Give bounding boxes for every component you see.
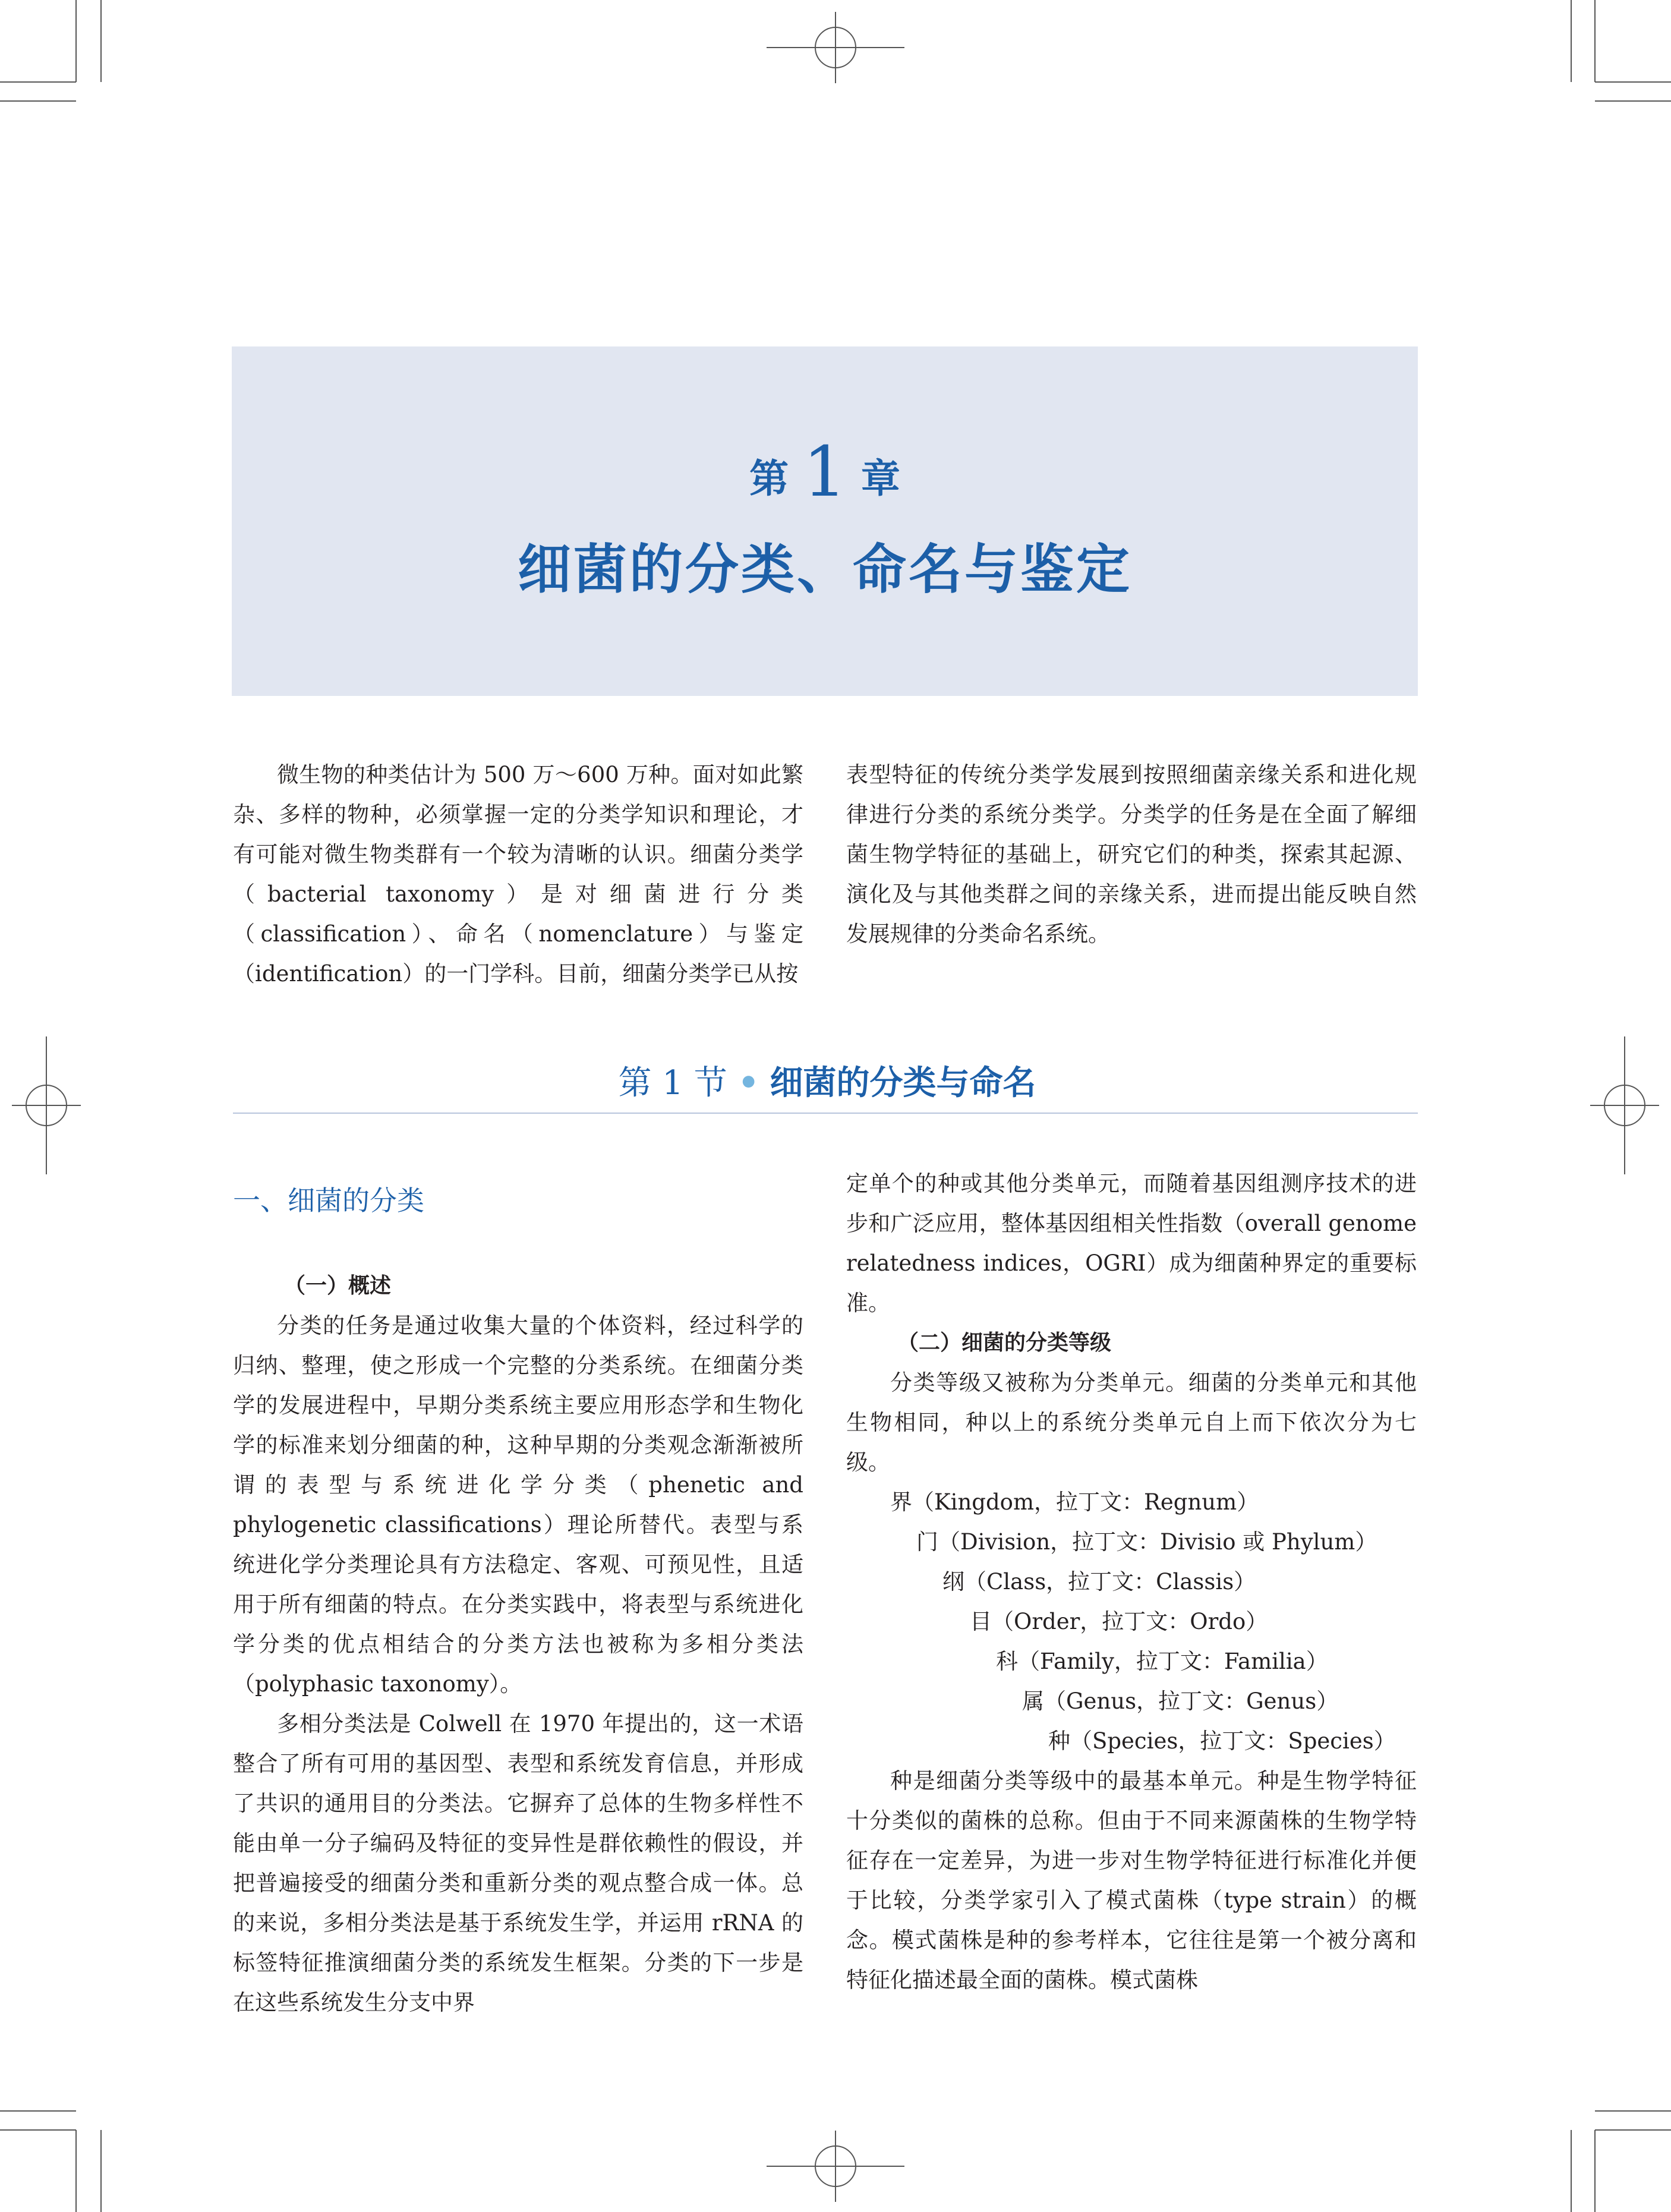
intro-paragraph: 微生物的种类估计为 500 万～600 万种。面对如此繁杂、多样的物种，必须掌握一定的分类学知识和理论，才有可能对微生物类群有一个较为清晰的认识。细菌分类学（bacterial taxonomy）是对细菌进行分类（classification）、命名（nomenclature）与鉴定（identification）的一门学科。目前，细菌分类学已从按 — [233, 762, 803, 987]
intro-paragraph-continued: 表型特征的传统分类学发展到按照细菌亲缘关系和进化规律进行分类的系统分类学。分类学的任务是在全面了解细菌生物学特征的基础上，研究它们的种类，探索其起源、演化及与其他类群之间的亲缘关系，进而提出能反映自然发展规律的分类命名系统。 — [846, 762, 1417, 947]
section-separator: • — [737, 1063, 759, 1102]
intro-left-column — [233, 755, 803, 994]
intro-right-column — [846, 755, 1417, 954]
section-title: 细菌的分类与命名 — [770, 1064, 1036, 1102]
chapter-prefix: 第 — [749, 455, 789, 502]
subheading-overview: （一）概述 — [284, 1274, 392, 1298]
chapter-suffix: 章 — [860, 455, 900, 502]
rank-order: 目（Order，拉丁文：Ordo） — [970, 1609, 1268, 1634]
section-heading — [233, 1059, 1421, 1107]
rank-family: 科（Family，拉丁文：Familia） — [996, 1649, 1328, 1674]
rank-division: 门（Division，拉丁文：Divisio 或 Phylum） — [916, 1529, 1377, 1555]
rank-genus: 属（Genus，拉丁文：Genus） — [1022, 1688, 1339, 1714]
body-right-column — [846, 1164, 1417, 2000]
chapter-digit: 1 — [803, 432, 847, 512]
chapter-title: 细菌的分类、命名与鉴定 — [518, 538, 1132, 601]
chapter-header — [232, 346, 1418, 696]
body-left-column — [233, 1266, 803, 2022]
section-divider — [233, 1113, 1418, 1114]
subheading-ranks: （二）细菌的分类等级 — [897, 1331, 1112, 1355]
paragraph: 定单个的种或其他分类单元，而随着基因组测序技术的进步和广泛应用，整体基因组相关性指数（overall genome relatedness indices，OGRI）成为细菌种界定的重要标准。 — [846, 1171, 1417, 1316]
paragraph: 分类的任务是通过收集大量的个体资料，经过科学的归纳、整理，使之形成一个完整的分类系统。在细菌分类学的发展进程中，早期分类系统主要应用形态学和生物化学的标准来划分细菌的种，这种早期的分类观念渐渐被所谓的表型与系统进化学分类（phenetic and phylogenetic classifications）理论所替代。表型与系统进化学分类理论具有方法稳定、客观、可预见性，且适用于所有细菌的特点。在分类实践中，将表型与系统进化学分类的优点相结合的分类方法也被称为多相分类法（polyphasic taxonomy）。 — [233, 1313, 803, 1697]
section-label: 第 1 节 — [618, 1064, 727, 1102]
paragraph: 种是细菌分类等级中的最基本单元。种是生物学特征十分类似的菌株的总称。但由于不同来源菌株的生物学特征存在一定差异，为进一步对生物学特征进行标准化并便于比较，分类学家引入了模式菌株（type strain）的概念。模式菌株是种的参考样本，它往往是第一个被分离和特征化描述最全面的菌株。模式菌株 — [846, 1768, 1417, 1993]
rank-species: 种（Species，拉丁文：Species） — [1048, 1728, 1396, 1754]
heading-classification: 一、细菌的分类 — [233, 1184, 424, 1217]
paragraph: 多相分类法是 Colwell 在 1970 年提出的，这一术语整合了所有可用的基因型、表型和系统发育信息，并形成了共识的通用目的分类法。它摒弃了总体的生物多样性不能由单一分子编码及特征的变异性是群依赖性的假设，并把普遍接受的细菌分类和重新分类的观点整合成一体。总的来说，多相分类法是基于系统发生学，并运用 rRNA 的标签特征推演细菌分类的系统发生框架。分类的下一步是在这些系统发生分支中界 — [233, 1711, 803, 2015]
chapter-number — [232, 432, 1418, 512]
rank-class: 纲（Class，拉丁文：Classis） — [942, 1569, 1256, 1595]
rank-kingdom: 界（Kingdom，拉丁文：Regnum） — [890, 1489, 1259, 1515]
paragraph: 分类等级又被称为分类单元。细菌的分类单元和其他生物相同，种以上的系统分类单元自上而下依次分为七级。 — [846, 1370, 1417, 1475]
